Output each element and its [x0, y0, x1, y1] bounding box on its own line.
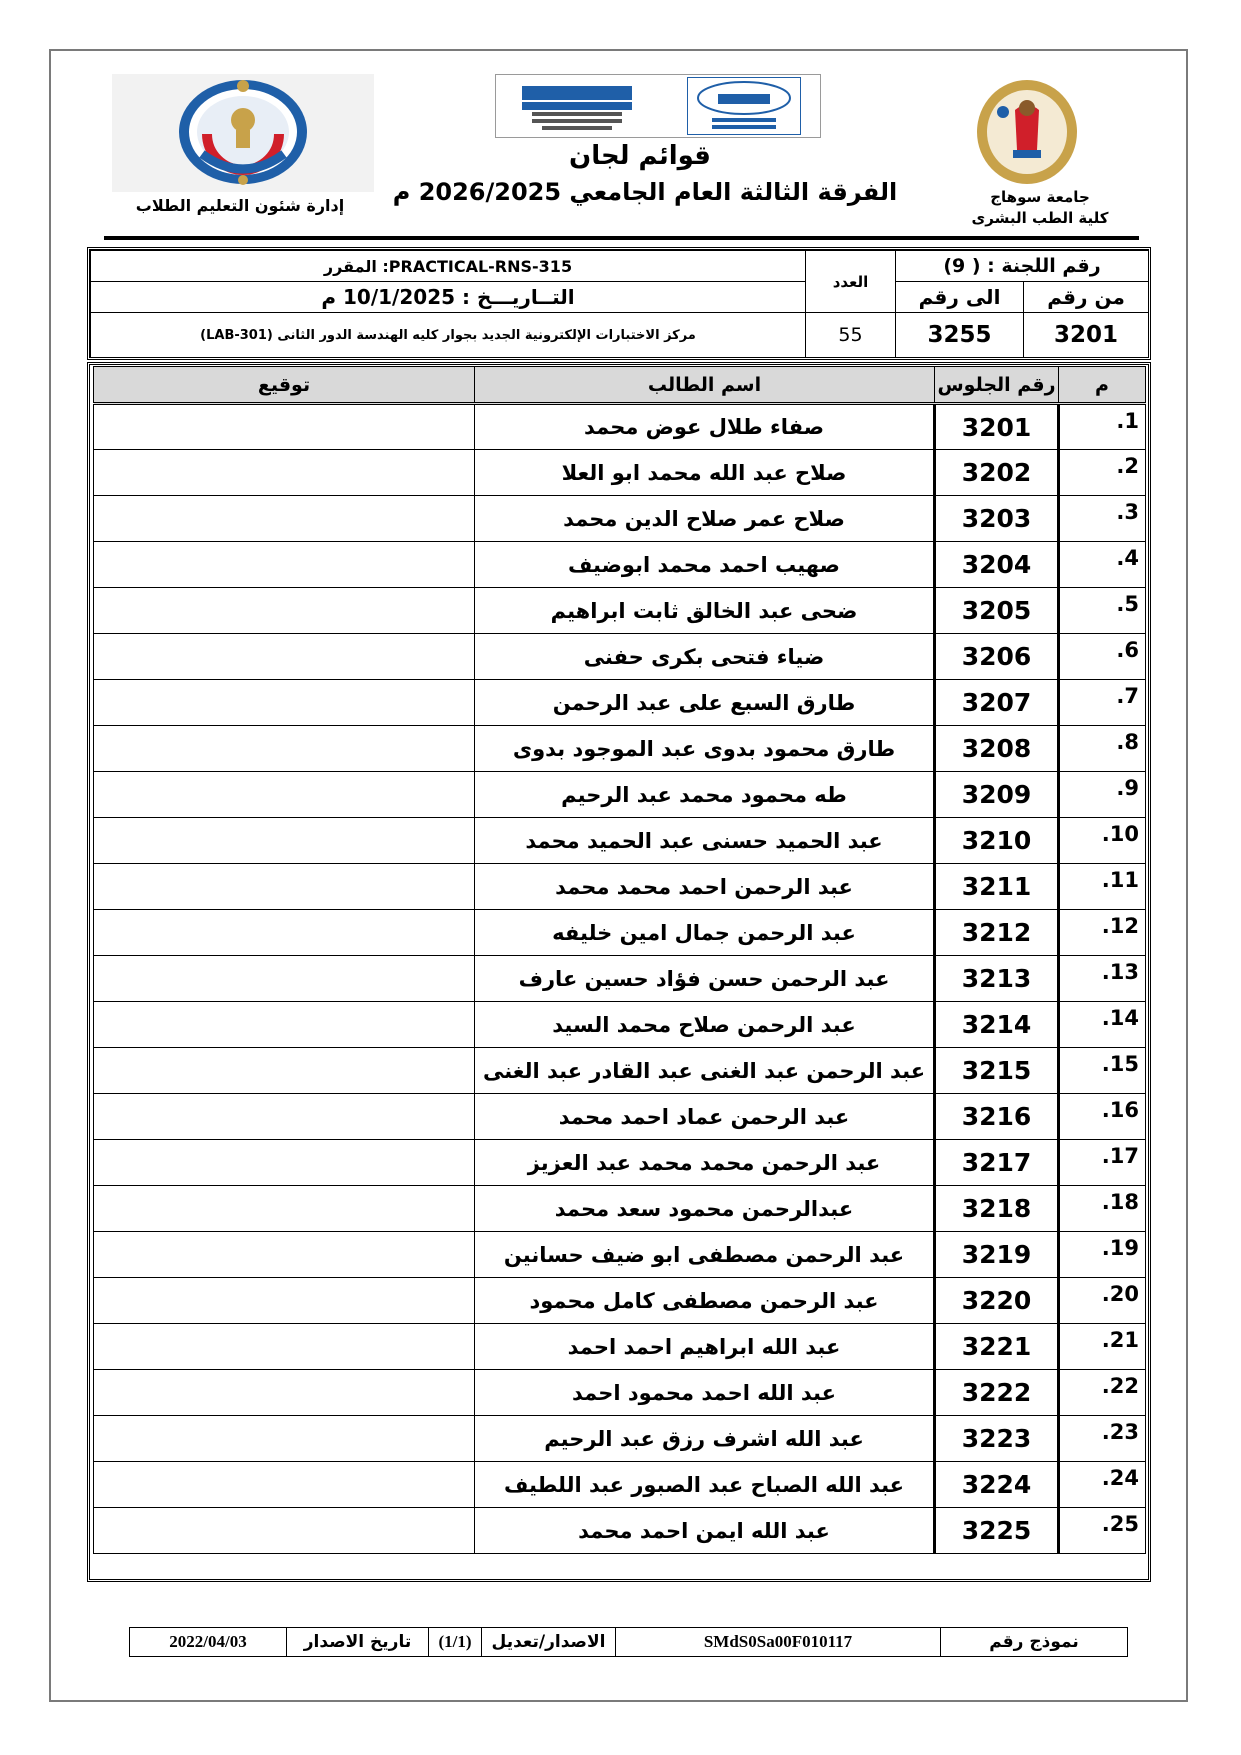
course-cell: المقرر :PRACTICAL-RNS-315 — [91, 251, 806, 282]
university-emblem-icon — [975, 78, 1079, 186]
row-number: .22 — [1059, 1370, 1146, 1416]
seat-number: 3219 — [935, 1232, 1059, 1278]
row-number: .20 — [1059, 1278, 1146, 1324]
seat-number: 3224 — [935, 1462, 1059, 1508]
seat-number: 3215 — [935, 1048, 1059, 1094]
seat-number: 3206 — [935, 634, 1059, 680]
seat-number: 3208 — [935, 726, 1059, 772]
table-row — [94, 1508, 1146, 1554]
student-name: صلاح عمر صلاح الدين محمد — [475, 496, 935, 542]
from-label: من رقم — [1024, 282, 1149, 313]
student-name: عبد الرحمن حسن فؤاد حسين عارف — [475, 956, 935, 1002]
signature-cell — [94, 1094, 475, 1140]
table-row — [94, 864, 1146, 910]
table-row — [94, 772, 1146, 818]
from-value: 3201 — [1024, 313, 1149, 358]
table-row — [94, 1370, 1146, 1416]
student-name: عبد الحميد حسنى عبد الحميد محمد — [475, 818, 935, 864]
student-name: صلاح عبد الله محمد ابو العلا — [475, 450, 935, 496]
row-number: .4 — [1059, 542, 1146, 588]
signature-cell — [94, 726, 475, 772]
seat-number: 3201 — [935, 404, 1059, 450]
signature-cell — [94, 1232, 475, 1278]
table-row — [94, 956, 1146, 1002]
signature-cell — [94, 956, 475, 1002]
row-number: .5 — [1059, 588, 1146, 634]
table-row — [94, 680, 1146, 726]
row-number: .10 — [1059, 818, 1146, 864]
table-row — [94, 1324, 1146, 1370]
university-name: جامعة سوهاج — [990, 188, 1090, 206]
table-row — [94, 1186, 1146, 1232]
student-name: عبدالرحمن محمود سعد محمد — [475, 1186, 935, 1232]
row-number: .2 — [1059, 450, 1146, 496]
student-name: طارق السبع على عبد الرحمن — [475, 680, 935, 726]
student-name: عبد الرحمن عماد احمد محمد — [475, 1094, 935, 1140]
place-cell: مركز الاختبارات الإلكترونية الجديد بجوار كليه الهندسة الدور الثانى (LAB-301) — [91, 313, 806, 358]
faculty-name: كلية الطب البشرى — [971, 209, 1109, 227]
row-number: .6 — [1059, 634, 1146, 680]
issue-date-value: 2022/04/03 — [130, 1628, 287, 1657]
table-row — [94, 404, 1146, 450]
page-title: قوائم لجان — [569, 141, 711, 171]
row-number: .13 — [1059, 956, 1146, 1002]
row-number: .9 — [1059, 772, 1146, 818]
seat-number: 3220 — [935, 1278, 1059, 1324]
student-name: عبد الرحمن محمد محمد عبد العزيز — [475, 1140, 935, 1186]
form-code: SMdS0Sa00F010117 — [616, 1628, 941, 1657]
signature-cell — [94, 680, 475, 726]
seat-number: 3203 — [935, 496, 1059, 542]
count-label: العدد — [806, 251, 896, 313]
row-number: .19 — [1059, 1232, 1146, 1278]
row-number: .8 — [1059, 726, 1146, 772]
document-footer — [129, 1627, 1128, 1657]
student-name: ضحى عبد الخالق ثابت ابراهيم — [475, 588, 935, 634]
row-number: .14 — [1059, 1002, 1146, 1048]
seat-number: 3217 — [935, 1140, 1059, 1186]
signature-cell — [94, 1324, 475, 1370]
table-row — [94, 450, 1146, 496]
header-name: اسم الطالب — [475, 367, 935, 404]
table-row — [94, 634, 1146, 680]
row-number: .16 — [1059, 1094, 1146, 1140]
student-name: عبد الرحمن جمال امين خليفه — [475, 910, 935, 956]
header-signature: توقيع — [94, 367, 475, 404]
row-number: .3 — [1059, 496, 1146, 542]
signature-cell — [94, 1462, 475, 1508]
seat-number: 3221 — [935, 1324, 1059, 1370]
table-row — [94, 1094, 1146, 1140]
student-name: عبد الرحمن مصطفى كامل محمود — [475, 1278, 935, 1324]
revision-label: الاصدار/تعديل — [482, 1628, 616, 1657]
seat-number: 3216 — [935, 1094, 1059, 1140]
signature-cell — [94, 542, 475, 588]
student-name: عبد الله الصباح عبد الصبور عبد اللطيف — [475, 1462, 935, 1508]
count-value: 55 — [806, 313, 896, 358]
signature-cell — [94, 1140, 475, 1186]
signature-cell — [94, 1508, 475, 1554]
department-name: إدارة شئون التعليم الطلاب — [135, 196, 345, 215]
table-row — [94, 818, 1146, 864]
header-divider — [104, 236, 1139, 240]
to-label: الى رقم — [896, 282, 1024, 313]
student-name: عبد الرحمن مصطفى ابو ضيف حسانين — [475, 1232, 935, 1278]
table-row — [94, 1462, 1146, 1508]
signature-cell — [94, 1048, 475, 1094]
sohag-university-logo — [975, 78, 1079, 186]
signature-cell — [94, 1186, 475, 1232]
medicine-emblem-icon — [112, 74, 374, 192]
signature-cell — [94, 1370, 475, 1416]
seat-number: 3213 — [935, 956, 1059, 1002]
seat-number: 3202 — [935, 450, 1059, 496]
seat-number: 3205 — [935, 588, 1059, 634]
signature-cell — [94, 404, 475, 450]
signature-cell — [94, 1416, 475, 1462]
to-value: 3255 — [896, 313, 1024, 358]
row-number: .15 — [1059, 1048, 1146, 1094]
signature-cell — [94, 772, 475, 818]
accreditation-badges — [495, 74, 821, 138]
row-number: .7 — [1059, 680, 1146, 726]
row-number: .25 — [1059, 1508, 1146, 1554]
table-row — [94, 588, 1146, 634]
students-table — [93, 366, 1146, 1554]
student-name: صهيب احمد محمد ابوضيف — [475, 542, 935, 588]
row-number: .1 — [1059, 404, 1146, 450]
row-number: .17 — [1059, 1140, 1146, 1186]
table-row — [94, 1048, 1146, 1094]
seat-number: 3209 — [935, 772, 1059, 818]
student-name: عبد الله ابراهيم احمد احمد — [475, 1324, 935, 1370]
egac-badge — [502, 78, 652, 134]
signature-cell — [94, 634, 475, 680]
seat-number: 3207 — [935, 680, 1059, 726]
table-row — [94, 1232, 1146, 1278]
table-row — [94, 542, 1146, 588]
table-header-row — [94, 367, 1146, 404]
row-number: .21 — [1059, 1324, 1146, 1370]
faculty-medicine-logo — [112, 74, 374, 192]
seat-number: 3214 — [935, 1002, 1059, 1048]
seat-number: 3204 — [935, 542, 1059, 588]
page-subtitle: الفرقة الثالثة العام الجامعي 2026/2025 م — [392, 178, 898, 206]
committee-info-table — [90, 250, 1149, 358]
table-row — [94, 1278, 1146, 1324]
student-name: صفاء طلال عوض محمد — [475, 404, 935, 450]
signature-cell — [94, 1002, 475, 1048]
seat-number: 3223 — [935, 1416, 1059, 1462]
seat-number: 3222 — [935, 1370, 1059, 1416]
seat-number: 3210 — [935, 818, 1059, 864]
student-name: طه محمود محمد عبد الرحيم — [475, 772, 935, 818]
iso-badge — [687, 77, 801, 135]
student-name: عبد الرحمن احمد محمد محمد — [475, 864, 935, 910]
seat-number: 3211 — [935, 864, 1059, 910]
row-number: .12 — [1059, 910, 1146, 956]
signature-cell — [94, 588, 475, 634]
student-name: عبد الرحمن عبد الغنى عبد القادر عبد الغنى — [475, 1048, 935, 1094]
issue-date-label: تاريخ الاصدار — [287, 1628, 429, 1657]
student-name: عبد الله ايمن احمد محمد — [475, 1508, 935, 1554]
seat-number: 3212 — [935, 910, 1059, 956]
seat-number: 3218 — [935, 1186, 1059, 1232]
revision-value: (1/1) — [429, 1628, 482, 1657]
signature-cell — [94, 450, 475, 496]
signature-cell — [94, 818, 475, 864]
table-row — [94, 910, 1146, 956]
student-name: عبد الرحمن صلاح محمد السيد — [475, 1002, 935, 1048]
university-label — [950, 187, 1130, 229]
table-row — [94, 726, 1146, 772]
table-row — [94, 1416, 1146, 1462]
committee-number: رقم اللجنة : ( 9) — [896, 251, 1149, 282]
iso-logo-icon — [688, 78, 800, 134]
form-label: نموذج رقم — [941, 1628, 1128, 1657]
header-seat: رقم الجلوس — [935, 367, 1059, 404]
row-number: .23 — [1059, 1416, 1146, 1462]
header-number: م — [1059, 367, 1146, 404]
row-number: .18 — [1059, 1186, 1146, 1232]
student-name: عبد الله اشرف رزق عبد الرحيم — [475, 1416, 935, 1462]
signature-cell — [94, 864, 475, 910]
seat-number: 3225 — [935, 1508, 1059, 1554]
signature-cell — [94, 496, 475, 542]
date-cell: التــاريـــخ : 10/1/2025 م — [91, 282, 806, 313]
table-row — [94, 1002, 1146, 1048]
signature-cell — [94, 910, 475, 956]
table-row — [94, 1140, 1146, 1186]
table-row — [94, 496, 1146, 542]
student-name: طارق محمود بدوى عبد الموجود بدوى — [475, 726, 935, 772]
signature-cell — [94, 1278, 475, 1324]
row-number: .11 — [1059, 864, 1146, 910]
row-number: .24 — [1059, 1462, 1146, 1508]
student-name: عبد الله احمد محمود احمد — [475, 1370, 935, 1416]
student-name: ضياء فتحى بكرى حفنى — [475, 634, 935, 680]
egac-logo-icon — [502, 78, 652, 134]
